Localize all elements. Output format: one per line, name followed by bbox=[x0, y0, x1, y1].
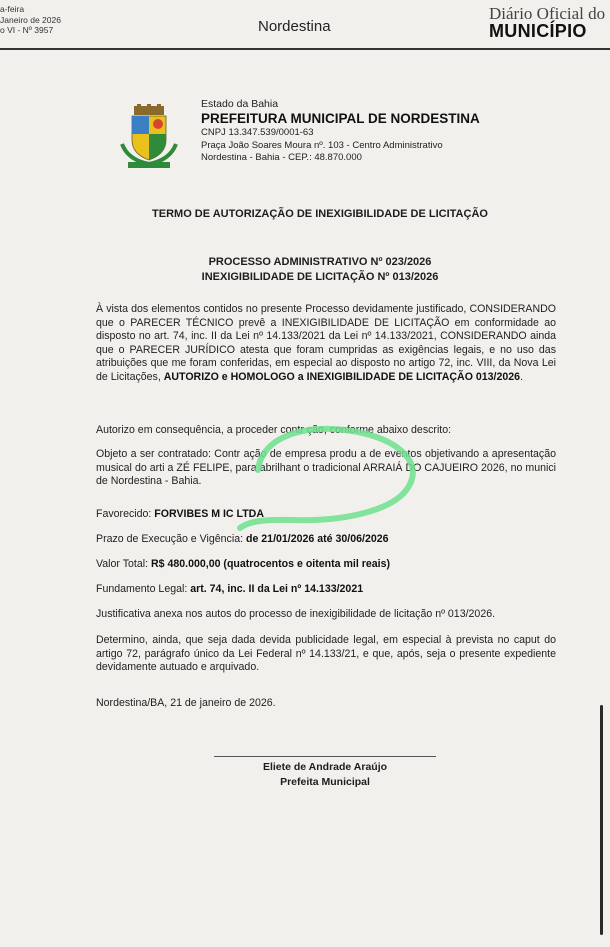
document-date: Nordestina/BA, 21 de janeiro de 2026. bbox=[96, 697, 276, 709]
scrollbar[interactable] bbox=[600, 705, 603, 935]
fundamento-label: Fundamento Legal: bbox=[96, 583, 191, 595]
signature-line bbox=[214, 756, 436, 757]
gazette-title: Diário Oficial do bbox=[489, 4, 606, 23]
org-address: Praça João Soares Moura nº. 103 - Centro Administrativo bbox=[201, 139, 443, 151]
prazo-value: de 21/01/2026 até 30/06/2026 bbox=[245, 533, 389, 545]
header-city: Nordestina bbox=[258, 18, 331, 35]
paragraph-considerando-bold: AUTORIZO e HOMOLOGO a INEXIGIBILIDADE DE LICITAÇÃO 013/2026 bbox=[163, 370, 521, 383]
header-divider bbox=[0, 48, 610, 50]
paragraph-considerando-text: À vista dos elementos contidos no presente Processo devidamente justificado, CONSIDERANDO que o PARECER TÉCNICO prevê a INEXIGIBILIDADE DE LICITAÇÃO em conformidade ao disposto no art. 74, inc. II da Lei nº 14.133/2021 da Lei nº 14.133/2021, CONSIDERANDO ainda que o PARECER JURÍDICO atesta que foram cumpridas as exigências legais, e no uso das atribuições que me foram conferidas, em especial ao disposto no artigo 72, inc. VIII, da Nova Lei de Licitações, bbox=[96, 303, 556, 383]
fundamento-line bbox=[96, 583, 556, 597]
coat-of-arms-icon bbox=[118, 104, 180, 170]
paragraph-objeto: Objeto a ser contratado: Contr ação de empresa produ a de eventos objetivando a apresentação musical do arti a ZÉ FELIPE, para abrilhant o tradicional ARRAIÁ DO CAJUEIRO 2026, no munici de Nordestina - Bahia. bbox=[96, 448, 556, 487]
favorecido-line bbox=[96, 508, 556, 522]
signer-name: Eliete de Andrade Araújo bbox=[262, 761, 388, 773]
edition-number: o VI - Nº 3957 bbox=[0, 25, 54, 35]
prazo-line bbox=[96, 533, 556, 547]
edition-info bbox=[0, 4, 61, 36]
org-city: Nordestina - Bahia - CEP.: 48.870.000 bbox=[201, 152, 362, 163]
justificativa-line: Justificativa anexa nos autos do processo de inexigibilidade de licitação nº 013/2026. bbox=[96, 608, 496, 620]
valor-line bbox=[96, 558, 556, 572]
favorecido-label: Favorecido: bbox=[96, 508, 155, 520]
gazette-title-big: MUNICÍPIO bbox=[489, 21, 587, 41]
document-title: TERMO DE AUTORIZAÇÃO DE INEXIGIBILIDADE DE LICITAÇÃO bbox=[152, 208, 488, 220]
organization-block bbox=[201, 98, 480, 165]
paragraph-considerando bbox=[96, 303, 556, 384]
paragraph-autorizo: Autorizo em consequência, a proceder contr ção, conforme abaixo descrito: bbox=[96, 424, 452, 436]
fundamento-value: art. 74, inc. II da Lei nº 14.133/2021 bbox=[190, 583, 364, 595]
paragraph-determino: Determino, ainda, que seja dada devida publicidade legal, em especial à prevista no caput do artigo 72, parágrafo único da Lei Federal nº 14.133/21, e que, após, seja o presente expediente devidamente autuado e arquivado. bbox=[96, 634, 556, 673]
edition-weekday: a-feira bbox=[0, 4, 25, 14]
org-state: Estado da Bahia bbox=[201, 98, 279, 110]
process-number: PROCESSO ADMINISTRATIVO Nº 023/2026 bbox=[208, 256, 432, 268]
org-name: PREFEITURA MUNICIPAL DE NORDESTINA bbox=[201, 111, 480, 126]
prazo-label: Prazo de Execução e Vigência: bbox=[96, 533, 246, 545]
valor-label: Valor Total: bbox=[96, 558, 151, 570]
paragraph-considerando-end: . bbox=[520, 370, 524, 383]
valor-value: R$ 480.000,00 (quatrocentos e oitenta mil reais) bbox=[150, 558, 391, 570]
inexigibility-number: INEXIGIBILIDADE DE LICITAÇÃO Nº 013/2026 bbox=[201, 271, 439, 283]
signer-role: Prefeita Municipal bbox=[280, 776, 370, 788]
edition-date: Janeiro de 2026 bbox=[0, 14, 61, 25]
org-cnpj: CNPJ 13.347.539/0001-63 bbox=[201, 127, 314, 138]
favorecido-value: FORVIBES M IC LTDA bbox=[154, 508, 264, 520]
